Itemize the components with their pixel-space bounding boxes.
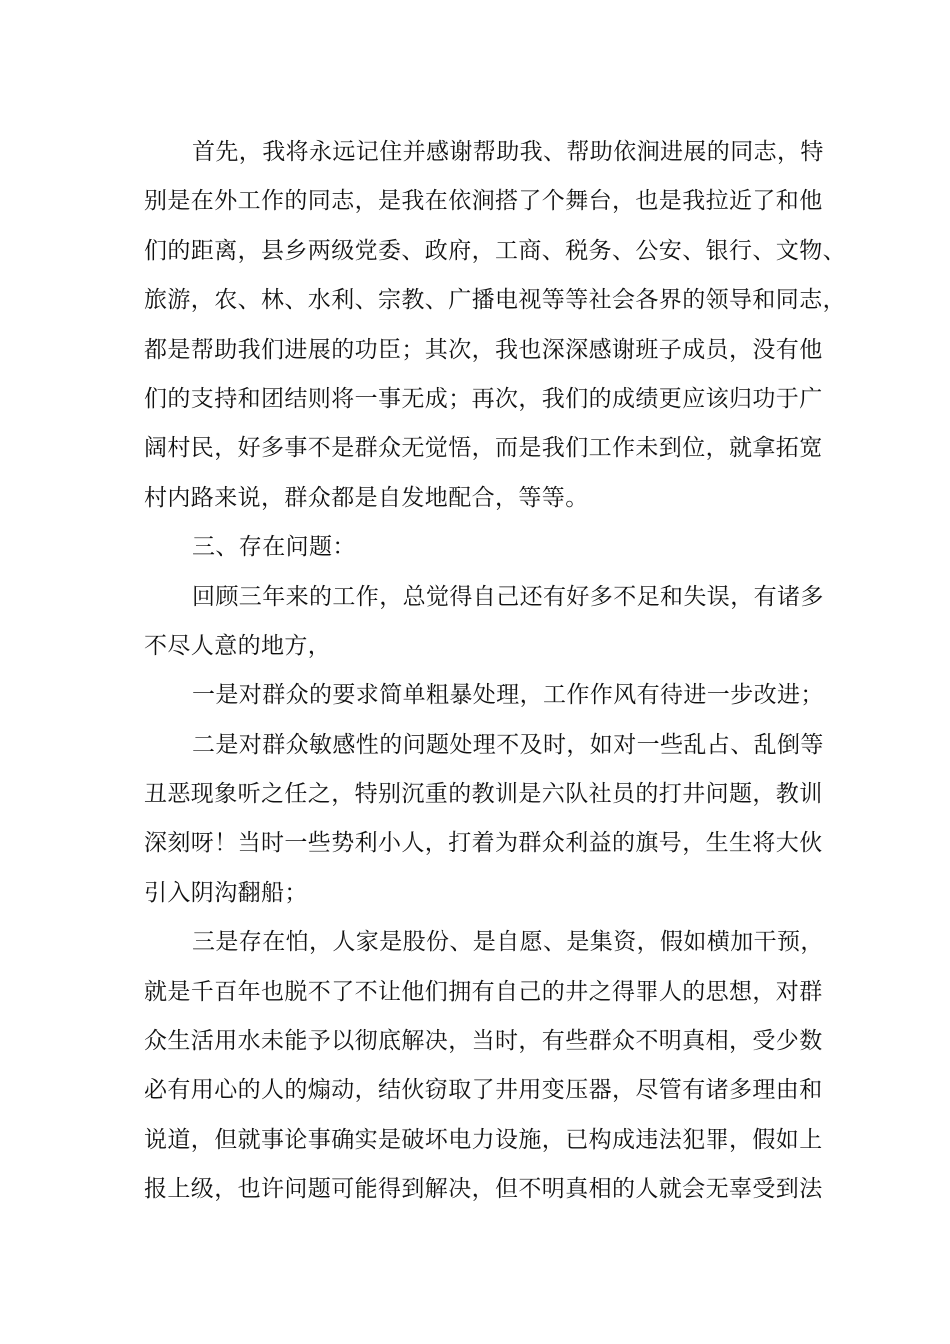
document-body	[144, 128, 846, 1215]
text-line: 必有用心的人的煽动，结伙窃取了井用变压器，尽管有诸多理由和	[144, 1077, 823, 1104]
text-line: 村内路来说，群众都是自发地配合，等等。	[144, 484, 589, 511]
text-line: 众生活用水未能予以彻底解决，当时，有些群众不明真相，受少数	[144, 1028, 823, 1055]
text-line: 阔村民，好多事不是群众无觉悟，而是我们工作未到位，就拿拓宽	[144, 435, 823, 462]
text-line: 别是在外工作的同志，是我在依涧搭了个舞台，也是我拉近了和他	[144, 188, 823, 215]
text-line: 二是对群众敏感性的问题处理不及时，如对一些乱占、乱倒等	[192, 731, 824, 758]
text-line: 就是千百年也脱不了不让他们拥有自己的井之得罪人的思想，对群	[144, 978, 823, 1005]
text-line: 一是对群众的要求简单粗暴处理，工作作风有待进一步改进；	[192, 682, 824, 709]
text-line: 旅游，农、林、水利、宗教、广播电视等等社会各界的领导和同志，	[144, 287, 846, 314]
text-line: 深刻呀！当时一些势利小人，打着为群众利益的旗号，生生将大伙	[144, 830, 823, 857]
text-line: 都是帮助我们进展的功臣；其次，我也深深感谢班子成员，没有他	[144, 336, 823, 363]
text-line: 说道，但就事论事确实是破坏电力设施，已构成违法犯罪，假如上	[144, 1126, 823, 1153]
section-heading: 三、存在问题：	[192, 534, 356, 561]
text-line: 首先，我将永远记住并感谢帮助我、帮助依涧进展的同志，特	[192, 139, 824, 165]
text-line: 回顾三年来的工作，总觉得自己还有好多不足和失误，有诸多	[192, 583, 824, 610]
text-line: 们的支持和团结则将一事无成；再次，我们的成绩更应该归功于广	[144, 385, 823, 412]
text-line: 丑恶现象听之任之，特别沉重的教训是六队社员的打井问题，教训	[144, 781, 823, 808]
text-line: 报上级，也许问题可能得到解决，但不明真相的人就会无辜受到法	[144, 1176, 823, 1203]
text-line: 引入阴沟翻船；	[144, 879, 308, 906]
text-line: 们的距离，县乡两级党委、政府，工商、税务、公安、银行、文物、	[144, 237, 846, 264]
text-line: 三是存在怕，人家是股份、是自愿、是集资，假如横加干预，	[192, 929, 824, 956]
text-line: 不尽人意的地方，	[144, 632, 332, 659]
